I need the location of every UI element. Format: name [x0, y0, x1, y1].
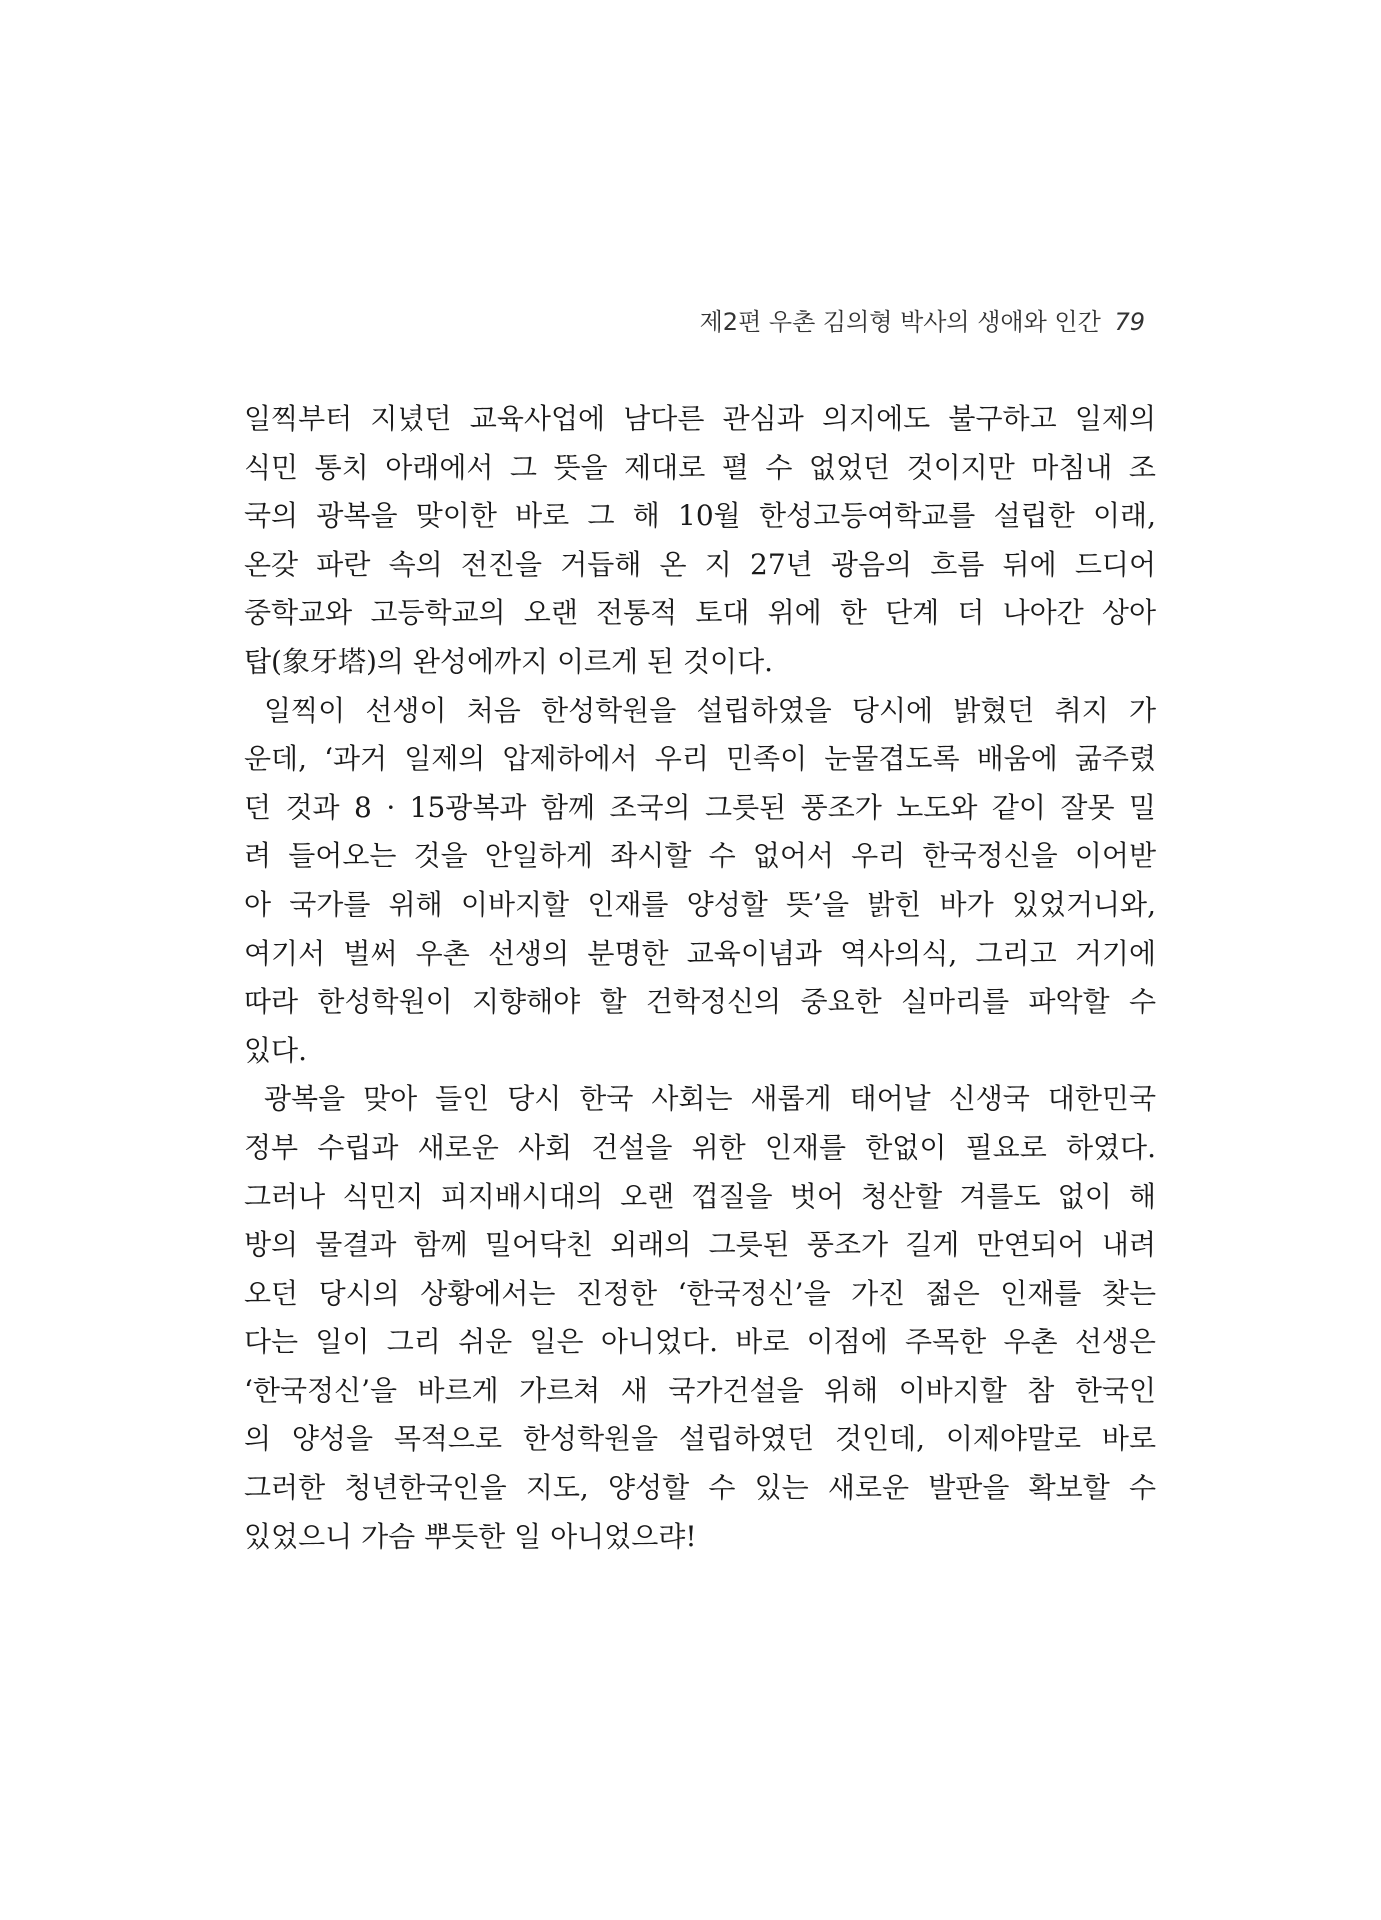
text-line: ‘한국정신’을 바르게 가르쳐 새 국가건설을 위해 이바지할 참 한국인 — [244, 1373, 1156, 1407]
paragraph-3 — [244, 1075, 1156, 1561]
text-line: 의 양성을 목적으로 한성학원을 설립하였던 것인데, 이제야말로 바로 — [244, 1422, 1156, 1456]
paragraph-2 — [244, 687, 1156, 1076]
text-line: 온갖 파란 속의 전진을 거듭해 온 지 27년 광음의 흐름 뒤에 드디어 — [244, 547, 1156, 581]
text-line: 광복을 맞아 들인 당시 한국 사회는 새롭게 태어날 신생국 대한민국 — [264, 1082, 1156, 1116]
text-line: 정부 수립과 새로운 사회 건설을 위한 인재를 한없이 필요로 하였다. — [244, 1130, 1156, 1164]
text-line: 있었으니 가슴 뿌듯한 일 아니었으랴! — [244, 1519, 697, 1553]
body-text — [244, 395, 1156, 1561]
text-line: 려 들어오는 것을 안일하게 좌시할 수 없어서 우리 한국정신을 이어받 — [244, 839, 1156, 873]
text-line: 일찍이 선생이 처음 한성학원을 설립하였을 당시에 밝혔던 취지 가 — [264, 693, 1156, 727]
text-line: 일찍부터 지녔던 교육사업에 남다른 관심과 의지에도 불구하고 일제의 — [244, 402, 1156, 435]
text-line: 그러한 청년한국인을 지도, 양성할 수 있는 새로운 발판을 확보할 수 — [244, 1471, 1156, 1505]
text-line: 오던 당시의 상황에서는 진정한 ‘한국정신’을 가진 젊은 인재를 찾는 — [244, 1276, 1156, 1310]
text-line: 따라 한성학원이 지향해야 할 건학정신의 중요한 실마리를 파악할 수 — [244, 985, 1156, 1019]
text-line: 탑(象牙塔)의 완성에까지 이르게 된 것이다. — [244, 644, 774, 678]
text-line: 중학교와 고등학교의 오랜 전통적 토대 위에 한 단계 더 나아간 상아 — [244, 596, 1156, 630]
text-line: 방의 물결과 함께 밀어닥친 외래의 그릇된 풍조가 길게 만연되어 내려 — [244, 1228, 1156, 1262]
text-line: 운데, ‘과거 일제의 압제하에서 우리 민족이 눈물겹도록 배움에 굶주렸 — [244, 742, 1156, 776]
chapter-title: 제2편 우촌 김의형 박사의 생애와 인간 — [699, 308, 1101, 336]
page-number: 79 — [1114, 308, 1145, 336]
text-line: 여기서 벌써 우촌 선생의 분명한 교육이념과 역사의식, 그리고 거기에 — [244, 936, 1156, 970]
text-line: 그러나 식민지 피지배시대의 오랜 껍질을 벗어 청산할 겨를도 없이 해 — [244, 1179, 1156, 1213]
text-line: 던 것과 8 · 15광복과 함께 조국의 그릇된 풍조가 노도와 같이 잘못 밀 — [244, 790, 1156, 824]
text-line: 아 국가를 위해 이바지할 인재를 양성할 뜻’을 밝힌 바가 있었거니와, — [244, 887, 1156, 921]
text-line: 있다. — [244, 1033, 307, 1067]
text-line: 다는 일이 그리 쉬운 일은 아니었다. 바로 이점에 주목한 우촌 선생은 — [244, 1325, 1156, 1359]
text-line: 국의 광복을 맞이한 바로 그 해 10월 한성고등여학교를 설립한 이래, — [244, 499, 1156, 533]
paragraph-1 — [244, 395, 1156, 687]
running-header — [300, 302, 1145, 337]
text-line: 식민 통치 아래에서 그 뜻을 제대로 펼 수 없었던 것이지만 마침내 조 — [244, 450, 1156, 484]
